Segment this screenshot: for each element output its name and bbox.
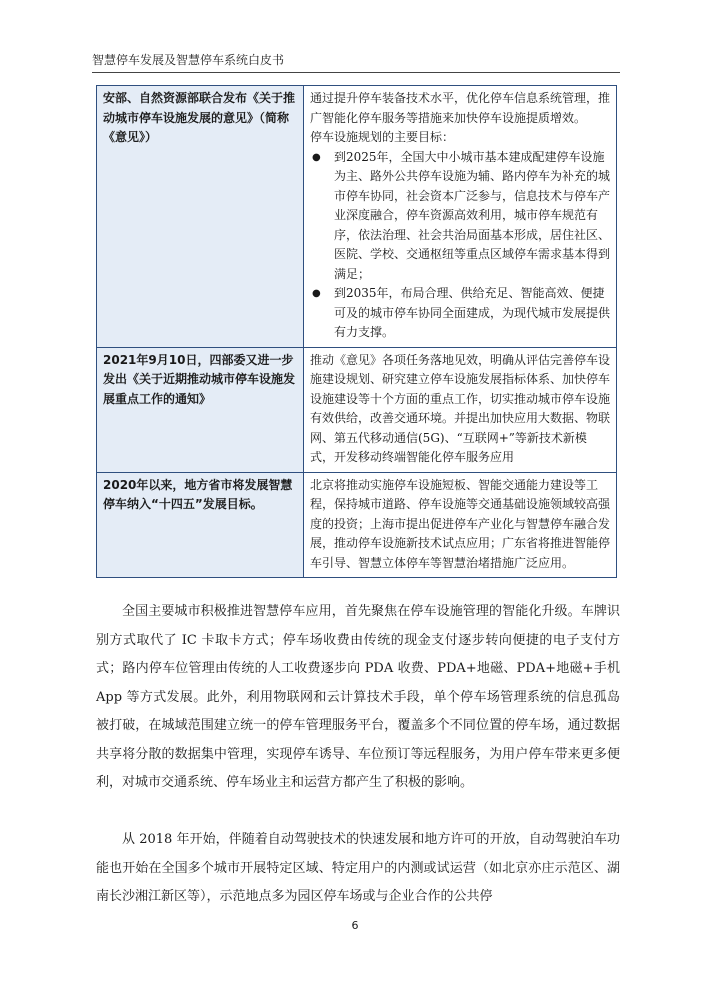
policy-title-cell: 安部、自然资源部联合发布《关于推动城市停车设施发展的意见》（简称《意见》）	[97, 86, 304, 348]
policy-title-cell: 2020年以来，地方省市将发展智慧停车纳入“十四五”发展目标。	[97, 472, 304, 578]
list-item	[310, 148, 610, 285]
bullet-text: 到2035年，布局合理、供给充足、智能高效、便捷可及的城市停车协同全面建成，为现代城市发展提供有力支撑。	[334, 286, 611, 339]
bullet-icon: ●	[312, 151, 321, 163]
page-header-title: 智慧停车发展及智慧停车系统白皮书	[92, 53, 285, 67]
table-row	[97, 347, 617, 472]
body-paragraph: 全国主要城市积极推进智慧停车应用，首先聚焦在停车设施管理的智能化升级。车牌识别方式取代了 IC 卡取卡方式；停车场收费由传统的现金支付逐步转向便捷的电子支付方式；路内停车位管理由传统的人工收费逐步向 PDA 收费、PDA+地磁、PDA+地磁+手机 App 等方式发展。此外，利用物联网和云计算技术手段，单个停车场管理系统的信息孤岛被打破，在城域范围建立统一的停车管理服务平台，覆盖多个不同位置的停车场，通过数据共享将分散的数据集中管理，实现停车诱导、车位预订等远程服务，为用户停车带来更多便利，对城市交通系统、停车场业主和运营方都产生了积极的影响。	[96, 604, 620, 790]
policy-detail-cell	[304, 86, 617, 348]
policy-table	[96, 85, 617, 578]
policy-title-cell: 2021年9月10日，四部委又进一步发出《关于近期推动城市停车设施发展重点工作的通知》	[97, 347, 304, 472]
bullet-icon: ●	[312, 288, 321, 299]
policy-detail-cell: 推动《意见》各项任务落地见效，明确从评估完善停车设施建设规划、研究建立停车设施发展指标体系、加快停车设施建设等十个方面的重点工作，切实推动城市停车设施有效供给，改善交通环境。并提出加快应用大数据、物联网、第五代移动通信(5G)、“互联网+”等新技术新模式，开发移动终端智能化停车服务应用	[304, 347, 617, 472]
policy-detail-cell: 北京将推动实施停车设施短板、智能交通能力建设等工程，保持城市道路、停车设施等交通基础设施领域较高强度的投资；上海市提出促进停车产业化与智慧停车融合发展，推动停车设施新技术试点应用；广东省将推进智能停车引导、智慧立体停车等智慧治堵措施广泛应用。	[304, 472, 617, 578]
table-row	[97, 472, 617, 578]
page-number: 6	[351, 919, 359, 932]
bullet-text: 到2025年，全国大中小城市基本建成配建停车设施为主、路外公共停车设施为辅、路内停车为补充的城市停车协同，社会资本广泛参与，信息技术与停车产业深度融合，停车资源高效利用，城市停车规范有序，依法治理、社会共治局面基本形成，居住社区、医院、学校、交通枢纽等重点区域停车需求基本得到满足；	[334, 149, 611, 281]
table-row	[97, 86, 617, 348]
policy-goals-subtitle: 停车设施规划的主要目标：	[310, 130, 455, 144]
header-divider	[92, 72, 620, 73]
policy-intro-text: 通过提升停车装备技术水平，优化停车信息系统管理，推广智能化停车服务等措施来加快停车设施提质增效。	[310, 91, 611, 125]
body-paragraph: 从 2018 年开始，伴随着自动驾驶技术的快速发展和地方许可的开放，自动驾驶泊车功能也开始在全国多个城市开展特定区域、特定用户的内测或试运营（如北京亦庄示范区、湖南长沙湘江新区等），示范地点多为园区停车场或与企业合作的公共停	[96, 832, 620, 904]
list-item	[310, 284, 610, 343]
